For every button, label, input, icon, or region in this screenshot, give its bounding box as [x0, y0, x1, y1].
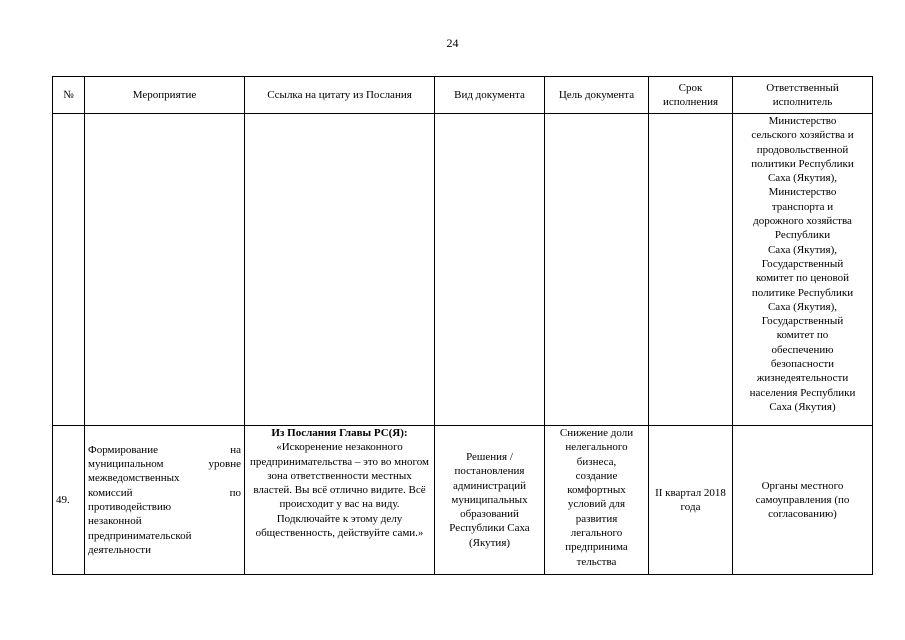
- cell-quote: [245, 426, 435, 575]
- responsible-line: политики Республики: [751, 157, 854, 170]
- header-responsible: Ответственный исполнитель: [733, 77, 873, 114]
- responsible-line: населения Республики: [749, 386, 856, 399]
- goal-line: тельства: [576, 555, 617, 568]
- cell-empty: [649, 114, 733, 426]
- event-word: межведомственных: [88, 472, 180, 485]
- event-word: незаконной: [88, 515, 142, 528]
- header-num: №: [53, 77, 85, 114]
- responsible-line: жизнедеятельности: [756, 372, 849, 385]
- goal-line: предпринима: [565, 541, 628, 554]
- quote-heading: Из Послания Главы РС(Я):: [271, 427, 408, 439]
- responsible-line: дорожного хозяйства: [753, 215, 852, 228]
- cell-event: [85, 426, 245, 575]
- event-word: муниципальном: [88, 458, 164, 471]
- event-line: [88, 457, 241, 471]
- cell-doc-type: Решения / постановления администраций муниципальных образований Республики Саха (Якутия): [435, 426, 545, 575]
- event-line: [88, 529, 241, 543]
- event-word: предпринимательской: [88, 529, 192, 542]
- goal-line: нелегального: [565, 441, 628, 454]
- quote-text: «Искоренение незаконного предпринимательства – это во многом зона ответственности местных властей. Вы всё отлично видите. Всё происходит у вас на виду. Подключайте к этому делу общественность, действуйте сами.»: [250, 441, 429, 540]
- event-line: [88, 543, 241, 557]
- responsible-line: Саха (Якутия),: [767, 300, 838, 313]
- cell-empty: [545, 114, 649, 426]
- cell-responsible: Органы местного самоуправления (по согласованию): [733, 426, 873, 575]
- cell-empty: [53, 114, 85, 426]
- goal-line: легального: [570, 527, 623, 540]
- event-line: [88, 514, 241, 528]
- event-word: уровне: [208, 458, 241, 471]
- table-row-49: [53, 426, 873, 575]
- cell-responsible-continued: [733, 114, 873, 426]
- responsible-line: Государственный: [761, 315, 844, 328]
- responsible-line: транспорта и: [771, 200, 834, 213]
- responsible-line: продовольственной: [756, 143, 849, 156]
- responsible-line: комитет по: [776, 329, 829, 342]
- cell-deadline: II квартал 2018 года: [649, 426, 733, 575]
- event-line: [88, 486, 241, 500]
- cell-empty: [245, 114, 435, 426]
- header-doc-goal: Цель документа: [545, 77, 649, 114]
- cell-empty: [85, 114, 245, 426]
- responsible-line: Министерство: [768, 186, 837, 199]
- event-line: [88, 443, 241, 457]
- event-word: противодействию: [88, 501, 172, 513]
- cell-empty: [435, 114, 545, 426]
- header-quote: Ссылка на цитату из Послания: [245, 77, 435, 114]
- responsible-line: обеспечению: [771, 343, 834, 356]
- header-event: Мероприятие: [85, 77, 245, 114]
- responsible-line: Саха (Якутия),: [767, 243, 838, 256]
- event-line: [88, 471, 241, 485]
- goal-line: развития: [575, 512, 618, 525]
- responsible-line: Саха (Якутия),: [767, 172, 838, 185]
- responsible-line: безопасности: [770, 358, 835, 371]
- page-number: 24: [446, 36, 459, 50]
- event-word: комиссий: [88, 486, 133, 499]
- event-word: деятельности: [88, 543, 151, 556]
- responsible-line: Министерство: [768, 115, 837, 127]
- event-word: Формирование: [88, 443, 158, 456]
- responsible-line: Республики: [774, 229, 831, 242]
- table-row-continued: [53, 114, 873, 426]
- responsible-line: политике Республики: [751, 286, 854, 299]
- measures-table: [52, 76, 873, 575]
- event-line: [88, 500, 241, 514]
- responsible-line: комитет по ценовой: [756, 272, 849, 285]
- goal-line: условий для: [567, 498, 626, 511]
- cell-row-number: 49.: [53, 426, 85, 575]
- goal-line: комфортных: [567, 484, 626, 497]
- responsible-line: Государственный: [761, 257, 844, 270]
- header-deadline: Срок исполнения: [649, 77, 733, 114]
- goal-line: бизнеса,: [576, 455, 617, 468]
- goal-line: Снижение доли: [559, 427, 634, 439]
- table-header-row: [53, 77, 873, 114]
- event-word: по: [229, 486, 241, 499]
- event-word: на: [230, 443, 241, 456]
- responsible-line: Саха (Якутия): [769, 400, 836, 413]
- cell-doc-goal: [545, 426, 649, 575]
- responsible-line: сельского хозяйства и: [751, 129, 854, 142]
- goal-line: создание: [575, 469, 618, 482]
- header-doc-type: Вид документа: [435, 77, 545, 114]
